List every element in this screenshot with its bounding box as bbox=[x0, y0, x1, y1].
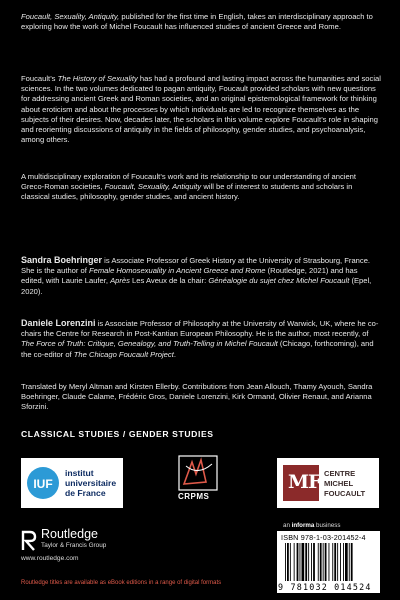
work-title: The History of Sexuality bbox=[57, 74, 138, 83]
bio-text: (Epel, 2020). bbox=[21, 276, 372, 296]
cmf-line: FOUCAULT bbox=[324, 489, 366, 498]
crpms-emblem-icon bbox=[170, 452, 226, 492]
book-title: Foucault, Sexuality, Antiquity, bbox=[21, 12, 120, 21]
isbn-text: ISBN 978-1-03-201452-4 bbox=[281, 533, 366, 542]
ebook-note: Routledge titles are available as eBook editions in a range of digital formats bbox=[21, 580, 222, 586]
iuf-line: institut bbox=[65, 468, 94, 478]
author-bio-lorenzini bbox=[21, 318, 381, 360]
credits-text: Translated by Meryl Altman and Kirsten Ellerby. Contributions from Jean Allouch, Thamy Ayouch, Sandra Boehringer, Claude Calame, Frédéric Gros, Daniele Lorenzini, Kirk Ormand, Olivier Renaut, and Arianna Sforzini. bbox=[21, 382, 373, 412]
svg-text:IUF: IUF bbox=[33, 477, 53, 491]
work-title: The Chicago Foucault Project bbox=[73, 349, 174, 359]
barcode-icon bbox=[285, 543, 373, 581]
publisher-group: Taylor & Francis Group bbox=[41, 542, 107, 549]
blurb-text: published for the first time in English, takes an interdisciplinary approach to exploring how the work of Michel Foucault has influenced studies of ancient Greece and Rome. bbox=[21, 12, 373, 32]
book-title: Foucault, Sexuality, Antiquity bbox=[104, 182, 202, 192]
informa-pre: an bbox=[283, 522, 292, 529]
publisher-url[interactable]: www.routledge.com bbox=[21, 555, 79, 562]
informa-tagline bbox=[283, 522, 340, 529]
crpms-name: CRPMS bbox=[178, 492, 210, 501]
work-title: The Force of Truth: Critique, Genealogy, and Truth-Telling in Michel Foucault bbox=[21, 339, 278, 349]
bio-text: (Routledge, 2021) and has edited, with Laurie Laufer, bbox=[21, 266, 358, 286]
iuf-line: de France bbox=[65, 488, 106, 498]
work-title: Après bbox=[110, 276, 130, 286]
isbn-barcode bbox=[277, 531, 380, 593]
author-name: Daniele Lorenzini bbox=[21, 318, 96, 328]
bio-text: is Associate Professor of Philosophy at the University of Warwick, UK, where he co-chairs the Centre for Research in Post-Kantian European Philosophy. He is the author, most recently, of bbox=[21, 319, 379, 339]
bio-text: . bbox=[173, 349, 176, 359]
iuf-logo bbox=[21, 458, 123, 508]
blurb-text: has had a profound and lasting impact across the humanities and social sciences. In the two volumes dedicated to pagan antiquity, Foucault provided scholars with new questions for addressing ancient Greek and Roman societies, and an original epistemological framework for thinking about eroticism and about the processes by which individuals are led to recognize themselves as the subjects of their desires. Now, decades later, the scholars in this volume explore Foucault’s role in shaping and reorienting discussions of antiquity in the fields of philosophy, gender studies, and psychoanalysis, among others. bbox=[21, 74, 381, 145]
work-title: Female Homosexuality in Ancient Greece and Rome bbox=[88, 266, 266, 276]
blurb-text: Foucault’s bbox=[21, 74, 58, 83]
mf-emblem-icon bbox=[283, 465, 319, 501]
iuf-name bbox=[65, 468, 116, 498]
routledge-r-icon bbox=[21, 529, 37, 551]
publisher-name: Routledge bbox=[41, 527, 98, 541]
informa-word: informa bbox=[291, 522, 315, 529]
informa-post: business bbox=[314, 522, 341, 529]
iuf-line: universitaire bbox=[65, 478, 117, 488]
centre-michel-foucault-logo bbox=[277, 458, 379, 508]
author-name: Sandra Boehringer bbox=[21, 255, 103, 265]
translation-credits bbox=[21, 382, 381, 413]
blurb-text: A multidisciplinary exploration of Foucault’s work and its relationship to our understanding of ancient Greco-Roman societies, bbox=[21, 172, 357, 192]
blurb-text: will be of interest to students and scholars in classical studies, philosophy, gender studies, and ancient history. bbox=[21, 182, 353, 202]
cmf-line: CENTRE bbox=[324, 469, 356, 478]
cmf-name bbox=[324, 469, 365, 499]
author-bio-boehringer bbox=[21, 255, 381, 297]
bio-text: is Associate Professor of Greek History at the University of Strasbourg, France. She is the author of bbox=[21, 256, 371, 276]
blurb-paragraph-3 bbox=[21, 172, 381, 203]
barcode-digits: 9 781032 014524 bbox=[278, 582, 372, 592]
bio-text: : bbox=[204, 276, 209, 286]
blurb-paragraph-2 bbox=[21, 74, 381, 145]
bio-text: (Chicago, forthcoming), and the co-editor of bbox=[21, 339, 374, 359]
blurb-paragraph-1 bbox=[21, 12, 381, 32]
crpms-logo bbox=[170, 452, 226, 508]
work-title: Les Aveux de la chair bbox=[129, 276, 205, 286]
cmf-line: MICHEL bbox=[324, 479, 354, 488]
iuf-emblem-icon bbox=[26, 466, 60, 500]
mf-letters: MF bbox=[288, 471, 321, 493]
subject-category: CLASSICAL STUDIES / GENDER STUDIES bbox=[21, 429, 214, 439]
work-title: Généalogie du sujet chez Michel Foucault bbox=[208, 276, 350, 286]
